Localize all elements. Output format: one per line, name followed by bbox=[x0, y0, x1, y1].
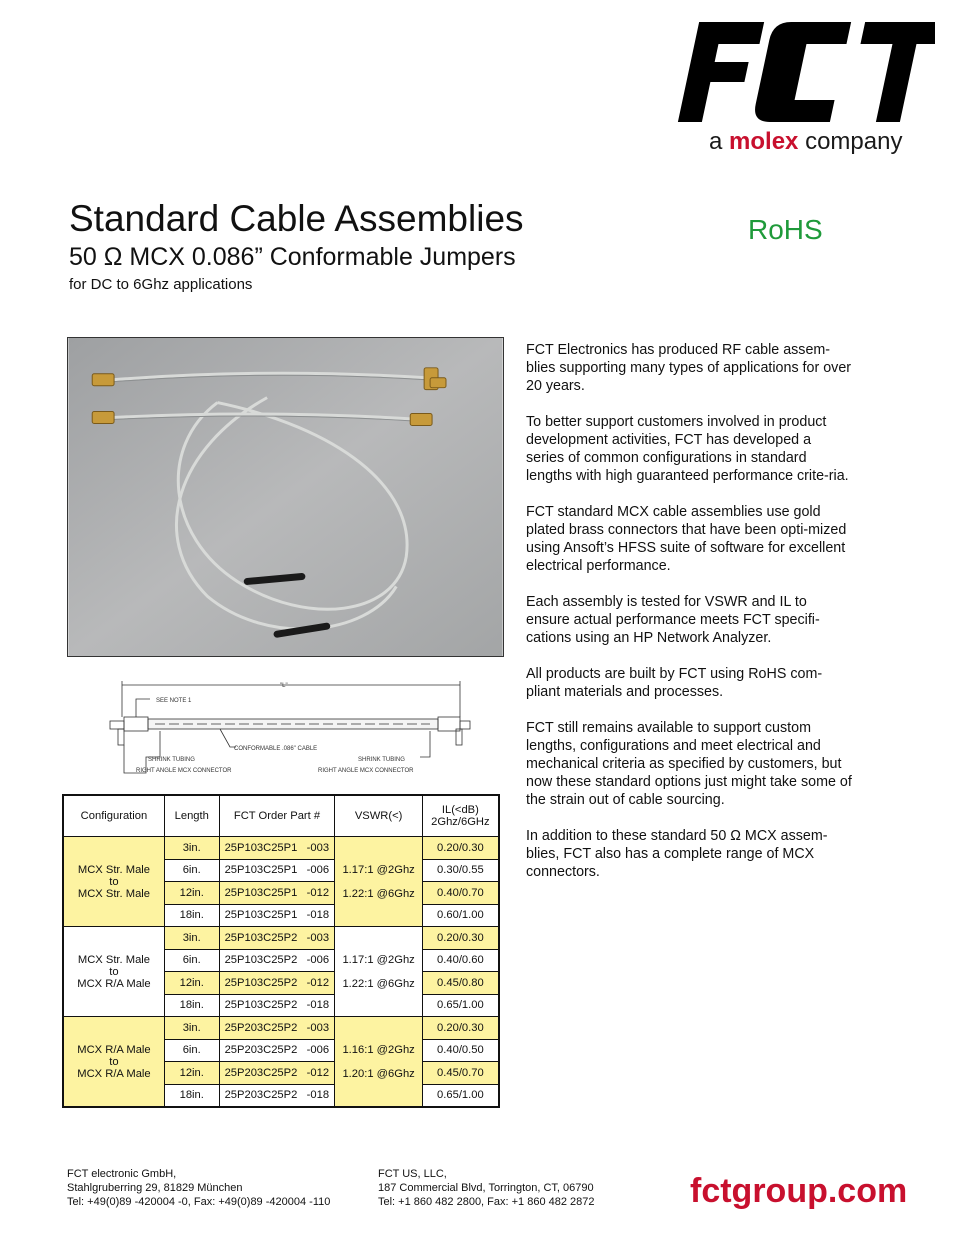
length-cell: 6in. bbox=[164, 949, 219, 972]
paragraph: FCT Electronics has produced RF cable assem-blies supporting many types of applications for over 20 years. bbox=[526, 342, 852, 394]
length-cell: 3in. bbox=[164, 927, 219, 950]
molex-wordmark: molex bbox=[729, 128, 799, 155]
config-line: MCX Str. Male bbox=[77, 887, 151, 900]
connector-right-label: RIGHT ANGLE MCX CONNECTOR bbox=[318, 768, 414, 774]
address-line: Tel: +1 860 482 2800, Fax: +1 860 482 2872 bbox=[378, 1196, 595, 1208]
length-cell: 18in. bbox=[164, 904, 219, 927]
config-line: to bbox=[109, 965, 119, 978]
cable-type-label: CONFORMABLE .086" CABLE bbox=[234, 746, 318, 752]
vswr-line: 1.20:1 @6Ghz bbox=[342, 1067, 415, 1080]
application-range: for DC to 6Ghz applications bbox=[69, 276, 253, 293]
length-cell: 3in. bbox=[164, 837, 219, 860]
rohs-mark: RoHS bbox=[748, 214, 823, 245]
part-number-cell: 25P103C25P2 -003 bbox=[219, 927, 335, 950]
address-line: Tel: +49(0)89 -420004 -0, Fax: +49(0)89 -420004 -110 bbox=[67, 1196, 331, 1208]
config-cell bbox=[63, 837, 164, 927]
shrink-tubing-right-label: SHRINK TUBING bbox=[358, 757, 405, 763]
header-il bbox=[422, 795, 499, 837]
length-dimension-label: "L" bbox=[280, 683, 288, 689]
page-title: Standard Cable Assemblies bbox=[69, 198, 524, 239]
vswr-line: 1.17:1 @2Ghz bbox=[342, 863, 415, 876]
header-il-line2: 2Ghz/6GHz bbox=[431, 816, 490, 828]
part-number-cell: 25P203C25P2 -018 bbox=[219, 1084, 335, 1107]
tagline-company: company bbox=[805, 128, 903, 155]
length-cell: 18in. bbox=[164, 1084, 219, 1107]
config-line: MCX Str. Male bbox=[77, 953, 151, 966]
part-number-cell: 25P103C25P2 -006 bbox=[219, 949, 335, 972]
part-number-cell: 25P103C25P2 -018 bbox=[219, 994, 335, 1017]
spec-table bbox=[62, 794, 500, 1108]
vswr-line: 1.22:1 @6Ghz bbox=[342, 887, 415, 900]
vswr-cell bbox=[335, 927, 422, 1017]
header-part-number: FCT Order Part # bbox=[219, 795, 335, 837]
config-line: MCX R/A Male bbox=[77, 977, 151, 990]
vswr-cell bbox=[335, 837, 422, 927]
table-header-row bbox=[63, 795, 499, 837]
paragraph: In addition to these standard 50 Ω MCX assem-blies, FCT also has a complete range of MCX connectors. bbox=[526, 828, 828, 880]
paragraph: FCT still remains available to support custom lengths, configurations and meet electrical and mechanical criteria as specified by customers, but now these standard options just might take some of the strain out of cable sourcing. bbox=[526, 720, 852, 808]
website-link[interactable]: fctgroup.com bbox=[690, 1172, 908, 1210]
fct-logo bbox=[670, 18, 935, 126]
table-row bbox=[63, 927, 499, 950]
us-address bbox=[378, 1167, 595, 1209]
header-vswr: VSWR(<) bbox=[335, 795, 422, 837]
shrink-tubing-left-label: SHRINK TUBING bbox=[148, 757, 195, 763]
vswr-line: 1.17:1 @2Ghz bbox=[342, 953, 415, 966]
il-cell: 0.40/0.50 bbox=[422, 1039, 499, 1062]
length-cell: 12in. bbox=[164, 1062, 219, 1085]
config-line: MCX R/A Male bbox=[77, 1067, 151, 1080]
config-line: MCX Str. Male bbox=[77, 863, 151, 876]
length-cell: 3in. bbox=[164, 1017, 219, 1040]
address-line: FCT US, LLC, bbox=[378, 1168, 447, 1180]
germany-address bbox=[67, 1167, 330, 1209]
part-number-cell: 25P203C25P2 -006 bbox=[219, 1039, 335, 1062]
page-subtitle: 50 Ω MCX 0.086” Conformable Jumpers bbox=[69, 243, 516, 271]
paragraph: Each assembly is tested for VSWR and IL to ensure actual performance meets FCT specifi-cations using an HP Network Analyzer. bbox=[526, 594, 820, 646]
tagline-a: a bbox=[709, 128, 723, 155]
cable-dimension-drawing bbox=[100, 677, 472, 777]
il-cell: 0.40/0.60 bbox=[422, 949, 499, 972]
address-line: FCT electronic GmbH, bbox=[67, 1168, 177, 1180]
length-cell: 12in. bbox=[164, 972, 219, 995]
config-cell bbox=[63, 1017, 164, 1108]
molex-tagline bbox=[709, 128, 902, 156]
description-text bbox=[526, 341, 852, 899]
part-number-cell: 25P203C25P2 -012 bbox=[219, 1062, 335, 1085]
il-cell: 0.20/0.30 bbox=[422, 927, 499, 950]
paragraph: All products are built by FCT using RoHS com-pliant materials and processes. bbox=[526, 666, 823, 700]
il-cell: 0.40/0.70 bbox=[422, 882, 499, 905]
part-number-cell: 25P203C25P2 -003 bbox=[219, 1017, 335, 1040]
il-cell: 0.45/0.80 bbox=[422, 972, 499, 995]
length-cell: 18in. bbox=[164, 994, 219, 1017]
address-line: Stahlgruberring 29, 81829 München bbox=[67, 1182, 243, 1194]
config-line: to bbox=[109, 1055, 119, 1068]
header-il-line1: IL(<dB) bbox=[441, 804, 479, 816]
config-line: to bbox=[109, 875, 119, 888]
il-cell: 0.65/1.00 bbox=[422, 994, 499, 1017]
config-line: MCX R/A Male bbox=[77, 1043, 151, 1056]
part-number-cell: 25P103C25P1 -003 bbox=[219, 837, 335, 860]
connector-left-label: RIGHT ANGLE MCX CONNECTOR bbox=[136, 768, 232, 774]
vswr-line: 1.22:1 @6Ghz bbox=[342, 977, 415, 990]
address-line: 187 Commercial Blvd, Torrington, CT, 06790 bbox=[378, 1182, 594, 1194]
length-cell: 6in. bbox=[164, 1039, 219, 1062]
il-cell: 0.60/1.00 bbox=[422, 904, 499, 927]
il-cell: 0.20/0.30 bbox=[422, 1017, 499, 1040]
il-cell: 0.30/0.55 bbox=[422, 859, 499, 882]
length-cell: 12in. bbox=[164, 882, 219, 905]
il-cell: 0.45/0.70 bbox=[422, 1062, 499, 1085]
length-cell: 6in. bbox=[164, 859, 219, 882]
see-note-label: SEE NOTE 1 bbox=[156, 698, 192, 704]
table-row bbox=[63, 1017, 499, 1040]
header-length: Length bbox=[164, 795, 219, 837]
vswr-cell bbox=[335, 1017, 422, 1108]
cable-assembly-photo bbox=[67, 337, 504, 657]
il-cell: 0.65/1.00 bbox=[422, 1084, 499, 1107]
part-number-cell: 25P103C25P1 -018 bbox=[219, 904, 335, 927]
header-configuration: Configuration bbox=[63, 795, 164, 837]
paragraph: To better support customers involved in product development activities, FCT has developed a series of common configurations in standard lengths with high guaranteed performance crite-ria. bbox=[526, 414, 849, 484]
paragraph: FCT standard MCX cable assemblies use gold plated brass connectors that have been opti-mized using Ansoft’s HFSS suite of software for excellent electrical performance. bbox=[526, 504, 847, 574]
table-row bbox=[63, 837, 499, 860]
config-cell bbox=[63, 927, 164, 1017]
part-number-cell: 25P103C25P1 -012 bbox=[219, 882, 335, 905]
il-cell: 0.20/0.30 bbox=[422, 837, 499, 860]
part-number-cell: 25P103C25P1 -006 bbox=[219, 859, 335, 882]
vswr-line: 1.16:1 @2Ghz bbox=[342, 1043, 415, 1056]
part-number-cell: 25P103C25P2 -012 bbox=[219, 972, 335, 995]
